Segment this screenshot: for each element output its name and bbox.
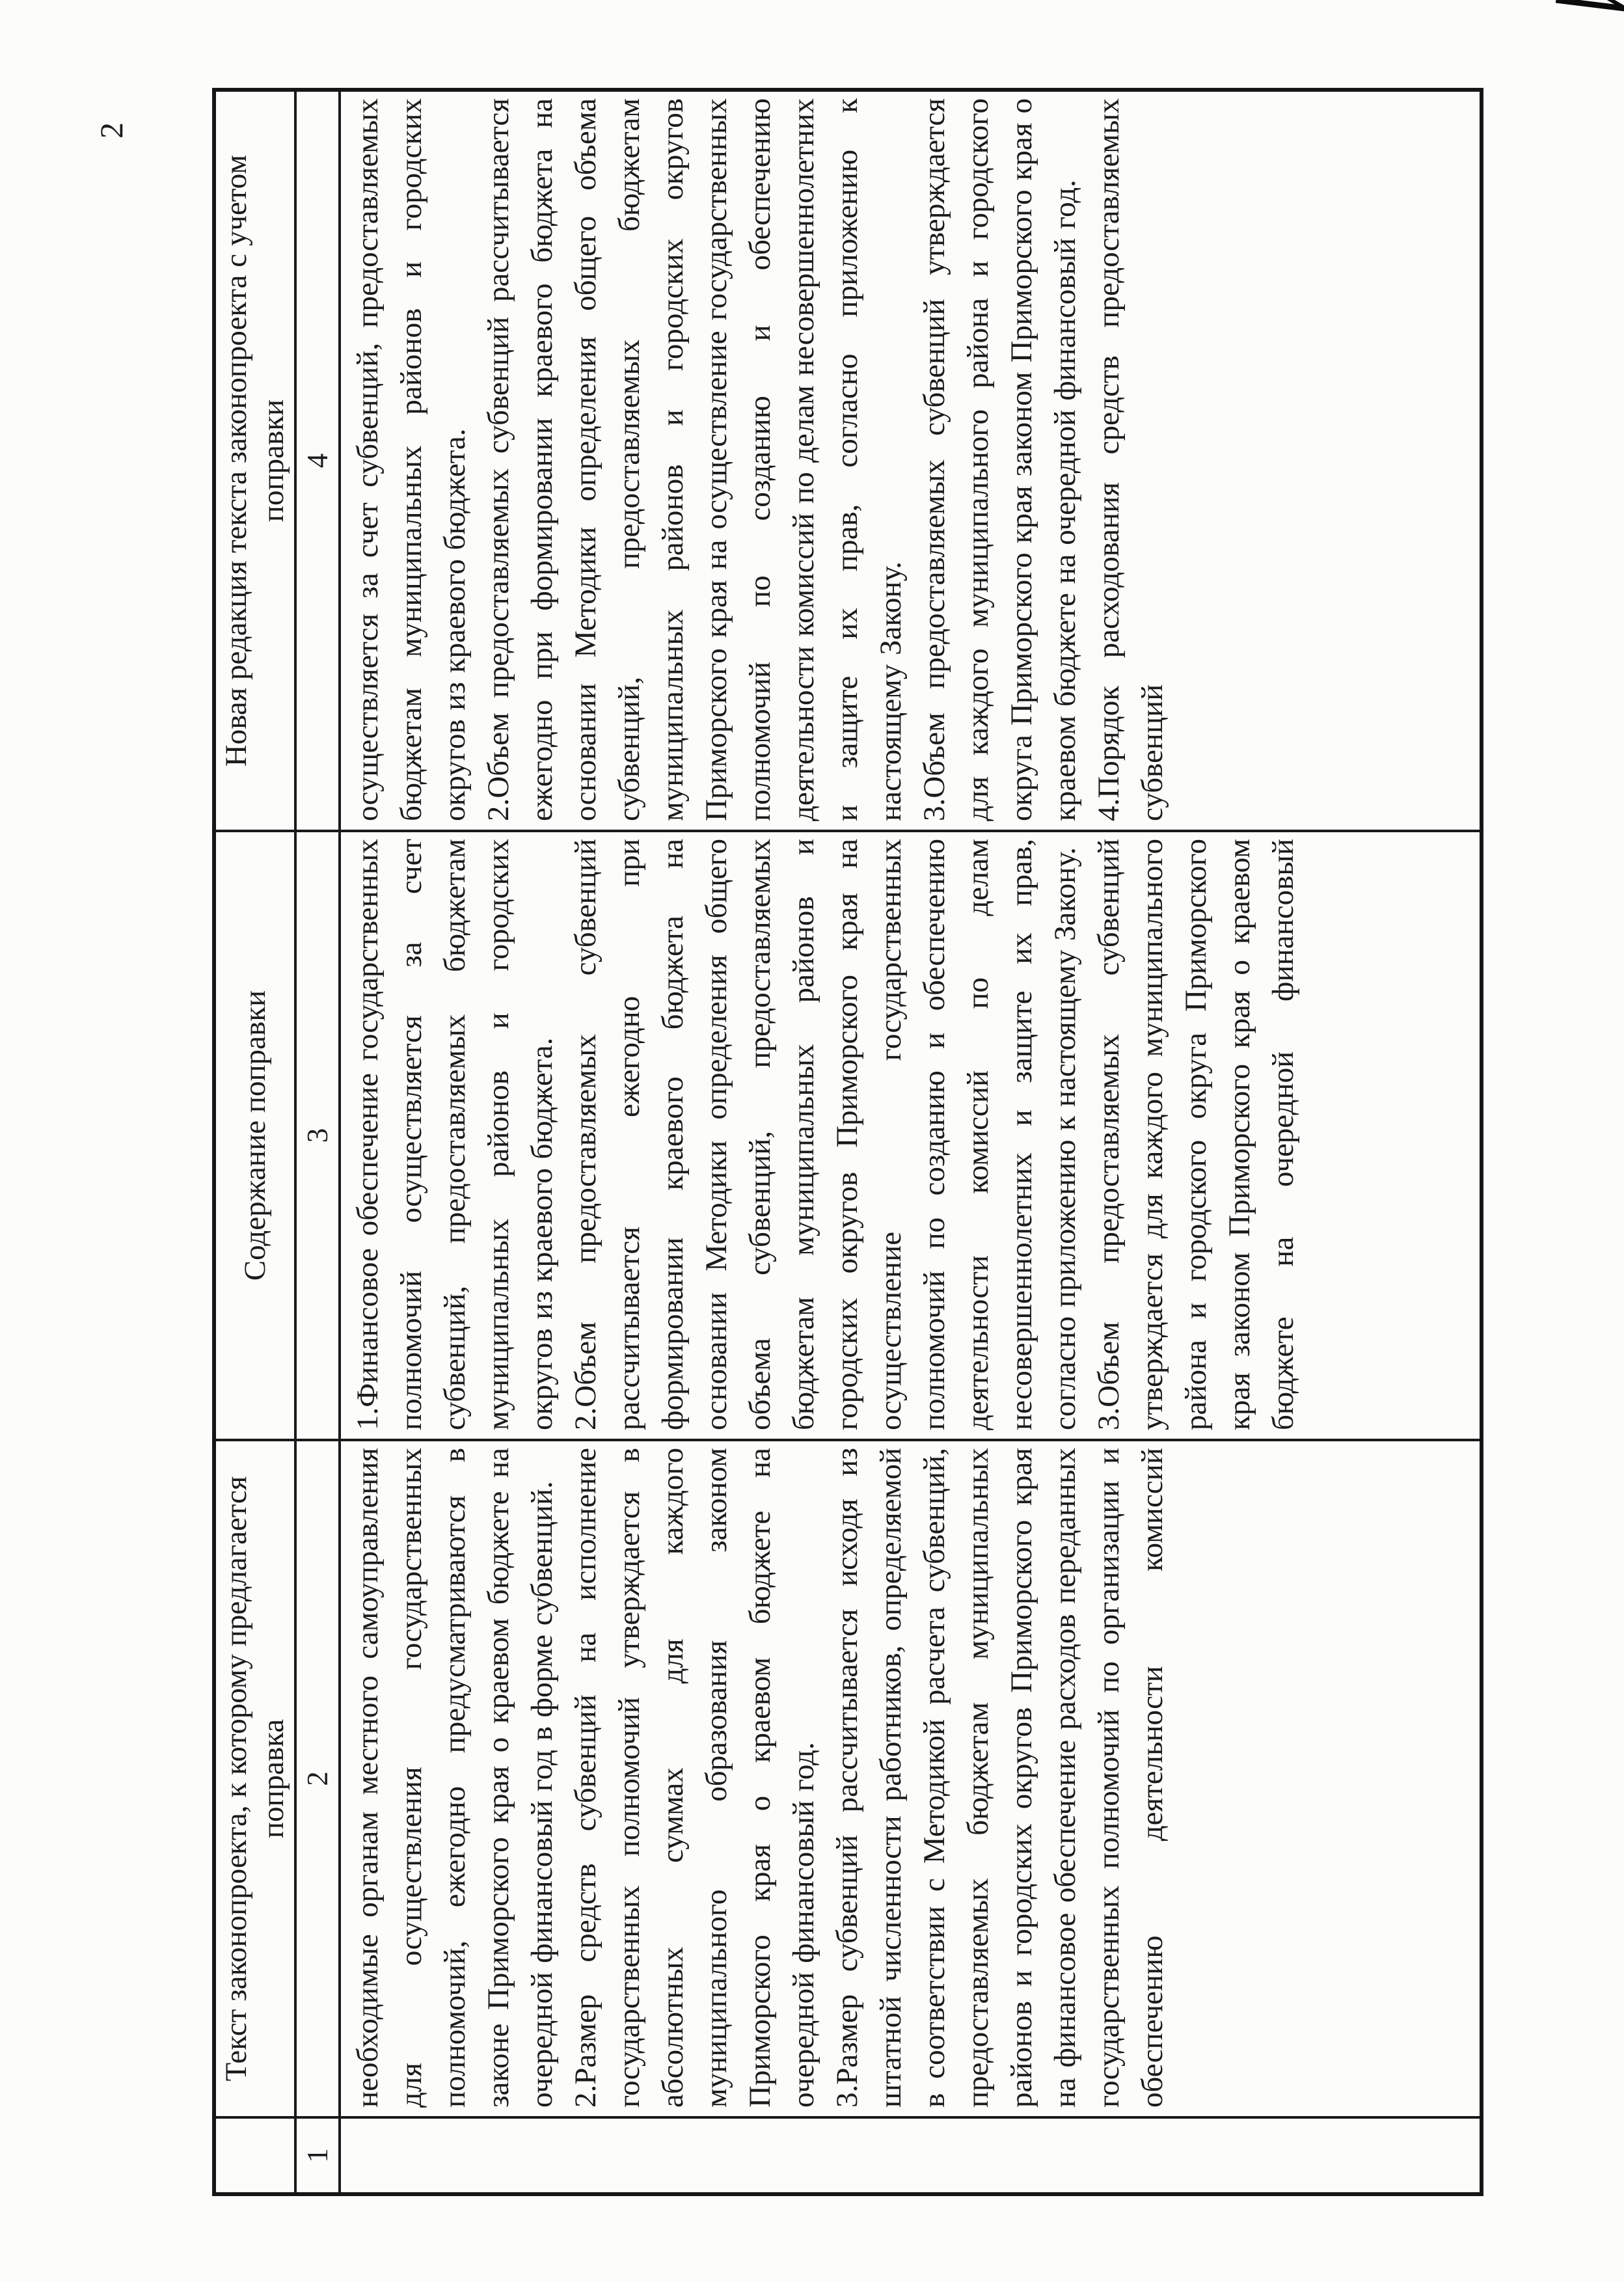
header-cell-col1 xyxy=(214,2117,295,2194)
header-cell-bill-text: Текст законопроекта, к которому предлагается поправка xyxy=(214,1440,295,2117)
paragraph: 2.Объем предоставляемых субвенций рассчитывается ежегодно при формировании краевого бюджета на основании Методики определения общего объема субвенций, предоставляемых бюджетам муниципальных районов и городских округов Приморского края на осуществление государственных полномочий по созданию и обеспечению деятельности комиссий по делам несовершеннолетних и защите их прав, согласно приложению к настоящему Закону. xyxy=(481,98,908,821)
paragraph: 2.Размер средств субвенций на исполнение государственных полномочий утверждается в абсолютных суммах для каждого муниципального образования законом Приморского края о краевом бюджете на очередной финансовый год. xyxy=(569,1448,820,2108)
column-number-3: 3 xyxy=(295,831,340,1440)
table-header-row xyxy=(214,90,295,2194)
paragraph: 4.Порядок расходования средств предоставляемых субвенций xyxy=(1092,98,1169,821)
body-cell-bill-text xyxy=(340,1440,1482,2117)
paragraph: 3.Объем предоставляемых субвенций утверждается для каждого муниципального района и городского округа Приморского края законом Приморского края о краевом бюджете на очередной финансовый год. xyxy=(917,98,1082,821)
column-numbers-row xyxy=(295,90,340,2194)
body-cell-new-wording xyxy=(340,90,1482,831)
page-number: 2 xyxy=(93,122,129,139)
paragraph: 1.Финансовое обеспечение государственных полномочий осуществляется за счет субвенций, предоставляемых бюджетам муниципальных районов и городских округов из краевого бюджета. xyxy=(351,839,559,1430)
paragraph: осуществляется за счет субвенций, предоставляемых бюджетам муниципальных районов и городских округов из краевого бюджета. xyxy=(351,98,472,821)
body-cell-col1 xyxy=(340,2117,1482,2194)
amendments-comparison-table xyxy=(212,88,1483,2196)
paragraph: 3.Объем предоставляемых субвенций утверждается для каждого муниципального района и городского округа Приморского края законом Приморского края о краевом бюджете на очередной финансовый xyxy=(1092,839,1300,1430)
column-number-4: 4 xyxy=(295,90,340,831)
column-number-1: 1 xyxy=(295,2117,340,2194)
header-cell-amendment-content: Содержание поправки xyxy=(214,831,295,1440)
paragraph: необходимые органам местного самоуправления для осуществления государственных полномочий, ежегодно предусматриваются в законе Приморского края о краевом бюджете на очередной финансовый год в форме субвенций. xyxy=(351,1448,559,2108)
paragraph: 3.Размер субвенций рассчитывается исходя из штатной численности работников, определяемой в соответствии с Методикой расчета субвенций, предоставляемых бюджетам муниципальных районов и городских округов Приморского края на финансовое обеспечение расходов переданных государственных полномочий по организации и обеспечению деятельности комиссий xyxy=(830,1448,1169,2108)
paragraph: 2.Объем предоставляемых субвенций рассчитывается ежегодно при формировании краевого бюджета на основании Методики определения общего объема субвенций, предоставляемых бюджетам муниципальных районов и городских округов Приморского края на осуществление государственных полномочий по созданию и обеспечению деятельности комиссий по делам несовершеннолетних и защите их прав, согласно приложению к настоящему Закону. xyxy=(569,839,1082,1430)
body-cell-amendment-content xyxy=(340,831,1482,1440)
table-body-row xyxy=(340,90,1482,2194)
header-cell-new-wording: Новая редакция текста законопроекта с учетом поправки xyxy=(214,90,295,831)
column-number-2: 2 xyxy=(295,1440,340,2117)
